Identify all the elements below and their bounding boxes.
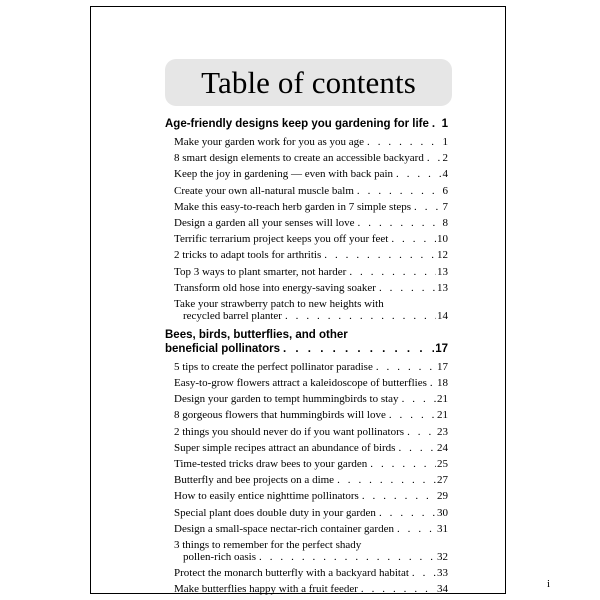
toc-entry[interactable] xyxy=(174,217,448,229)
dot-leader xyxy=(367,136,442,148)
entry-page-number: 34 xyxy=(437,583,448,596)
book-page xyxy=(90,6,551,596)
dot-leader xyxy=(361,583,436,595)
entry-title-text: 8 smart design elements to create an accessible backyard xyxy=(174,152,424,165)
entry-title-text: Top 3 ways to plant smarter, not harder xyxy=(174,265,347,278)
section-page-number: 1 xyxy=(441,118,448,130)
entry-title-text: Design a garden all your senses will love xyxy=(174,216,355,229)
entry-title-text: Make butterflies happy with a fruit feeder xyxy=(174,583,358,596)
dot-leader xyxy=(285,310,436,322)
table-of-contents xyxy=(165,117,448,600)
dot-leader xyxy=(358,217,442,229)
dot-leader xyxy=(396,168,441,180)
entry-page-number: 29 xyxy=(437,490,448,503)
page-number: i xyxy=(547,578,551,590)
dot-leader xyxy=(427,152,442,164)
toc-entry[interactable] xyxy=(174,152,448,164)
dot-leader xyxy=(357,185,442,197)
toc-entry[interactable] xyxy=(174,377,448,389)
entry-page-number: 17 xyxy=(437,360,448,373)
entry-page-number: 12 xyxy=(437,249,448,262)
toc-entry[interactable] xyxy=(174,393,448,405)
toc-entry[interactable] xyxy=(174,136,448,148)
dot-leader xyxy=(391,233,436,245)
entry-page-number: 32 xyxy=(437,550,448,563)
toc-entry[interactable] xyxy=(174,567,448,579)
entry-title-text: Special plant does double duty in your garden xyxy=(174,506,376,519)
dot-leader xyxy=(407,426,436,438)
toc-entry[interactable] xyxy=(174,458,448,470)
entry-page-number: 1 xyxy=(442,136,448,148)
entry-title-text: 8 gorgeous flowers that hummingbirds will love xyxy=(174,409,386,422)
toc-entry[interactable] xyxy=(174,201,448,213)
toc-entry[interactable] xyxy=(174,442,448,454)
entry-title-text: Make this easy-to-reach herb garden in 7 simple steps xyxy=(174,200,412,213)
entry-page-number: 18 xyxy=(437,377,448,390)
dot-leader xyxy=(412,567,436,579)
entry-page-number: 4 xyxy=(442,168,448,181)
section-title-text: beneficial pollinators xyxy=(165,342,281,355)
section-heading xyxy=(165,117,448,131)
dot-leader xyxy=(402,393,436,405)
entry-title-text: 2 tricks to adapt tools for arthritis xyxy=(174,249,322,262)
entry-page-number: 14 xyxy=(437,309,448,322)
dot-leader xyxy=(259,551,436,563)
toc-entry[interactable] xyxy=(174,507,448,519)
toc-entry[interactable] xyxy=(174,583,448,595)
toc-entry[interactable] xyxy=(174,185,448,197)
entry-page-number: 6 xyxy=(442,184,448,197)
toc-entry[interactable] xyxy=(174,282,448,294)
toc-entry[interactable] xyxy=(174,266,448,278)
entry-title-text: How to easily entice nighttime pollinators xyxy=(174,490,359,503)
entry-title-text: 5 tips to create the perfect pollinator paradise xyxy=(174,360,373,373)
dot-leader xyxy=(376,361,436,373)
section-title-text: Age-friendly designs keep you gardening for life xyxy=(165,118,429,130)
entry-page-number: 21 xyxy=(437,409,448,422)
entry-page-number: 33 xyxy=(437,567,448,580)
toc-entry[interactable] xyxy=(174,298,448,322)
toc-entry[interactable] xyxy=(174,474,448,486)
entry-page-number: 13 xyxy=(437,281,448,294)
entry-title-text: Protect the monarch butterfly with a backyard habitat xyxy=(174,567,409,580)
entry-page-number: 31 xyxy=(437,522,448,535)
entry-title-text: Take your strawberry patch to new heights with xyxy=(174,297,384,310)
dot-leader xyxy=(370,458,436,470)
dot-leader xyxy=(398,442,436,454)
toc-entry[interactable] xyxy=(174,426,448,438)
entry-title-text: Terrific terrarium project keeps you off your feet xyxy=(174,233,389,246)
section-page-number: 17 xyxy=(435,342,448,355)
dot-leader xyxy=(432,117,441,131)
entry-title-text: Easy-to-grow flowers attract a kaleidoscope of butterflies xyxy=(174,377,427,390)
entry-page-number: 13 xyxy=(437,265,448,278)
dot-leader xyxy=(389,409,436,421)
dot-leader xyxy=(283,342,434,356)
title-banner xyxy=(165,59,452,106)
entry-page-number: 7 xyxy=(442,200,448,213)
entry-title-text: 3 things to remember for the perfect shady xyxy=(174,538,362,551)
toc-entry[interactable] xyxy=(174,490,448,502)
dot-leader xyxy=(379,507,436,519)
entry-page-number: 8 xyxy=(442,216,448,229)
toc-entry[interactable] xyxy=(174,168,448,180)
dot-leader xyxy=(414,201,441,213)
entry-page-number: 27 xyxy=(437,474,448,487)
dot-leader xyxy=(379,282,436,294)
toc-entry[interactable] xyxy=(174,539,448,563)
entry-page-number: 10 xyxy=(437,233,448,246)
toc-entry[interactable] xyxy=(174,249,448,261)
dot-leader xyxy=(324,249,436,261)
entry-page-number: 21 xyxy=(437,393,448,406)
entry-title-text: Make your garden work for you as you age xyxy=(174,136,364,148)
dot-leader xyxy=(362,490,436,502)
page-title: Table of contents xyxy=(201,64,416,100)
entry-title-text: Transform old hose into energy-saving soaker xyxy=(174,281,376,294)
entry-page-number: 23 xyxy=(437,425,448,438)
entry-title-text: Super simple recipes attract an abundance of birds xyxy=(174,441,396,454)
entry-page-number: 25 xyxy=(437,458,448,470)
entry-title-text: Design a small-space nectar-rich container garden xyxy=(174,522,394,535)
entry-title-text: pollen-rich oasis xyxy=(183,550,257,563)
entry-title-text: Create your own all-natural muscle balm xyxy=(174,184,354,197)
toc-entry[interactable] xyxy=(174,409,448,421)
entry-title-text: Keep the joy in gardening — even with back pain xyxy=(174,168,394,181)
dot-leader xyxy=(349,266,436,278)
entry-title-text: Design your garden to tempt hummingbirds to stay xyxy=(174,393,399,406)
entry-title-text: Butterfly and bee projects on a dime xyxy=(174,474,335,487)
entry-page-number: 30 xyxy=(437,506,448,519)
section-title-text: Bees, birds, butterflies, and other xyxy=(165,328,348,341)
section-heading xyxy=(165,328,448,356)
dot-leader xyxy=(430,377,436,389)
entry-title-text: 2 things you should never do if you want pollinators xyxy=(174,425,405,438)
toc-entry[interactable] xyxy=(174,233,448,245)
toc-entry[interactable] xyxy=(174,523,448,535)
toc-entry[interactable] xyxy=(174,361,448,373)
dot-leader xyxy=(397,523,436,535)
entry-page-number: 2 xyxy=(442,152,448,165)
dot-leader xyxy=(337,474,436,486)
entry-title-text: Time-tested tricks draw bees to your garden xyxy=(174,458,368,470)
entry-title-text: recycled barrel planter xyxy=(183,309,282,322)
entry-page-number: 24 xyxy=(437,441,448,454)
